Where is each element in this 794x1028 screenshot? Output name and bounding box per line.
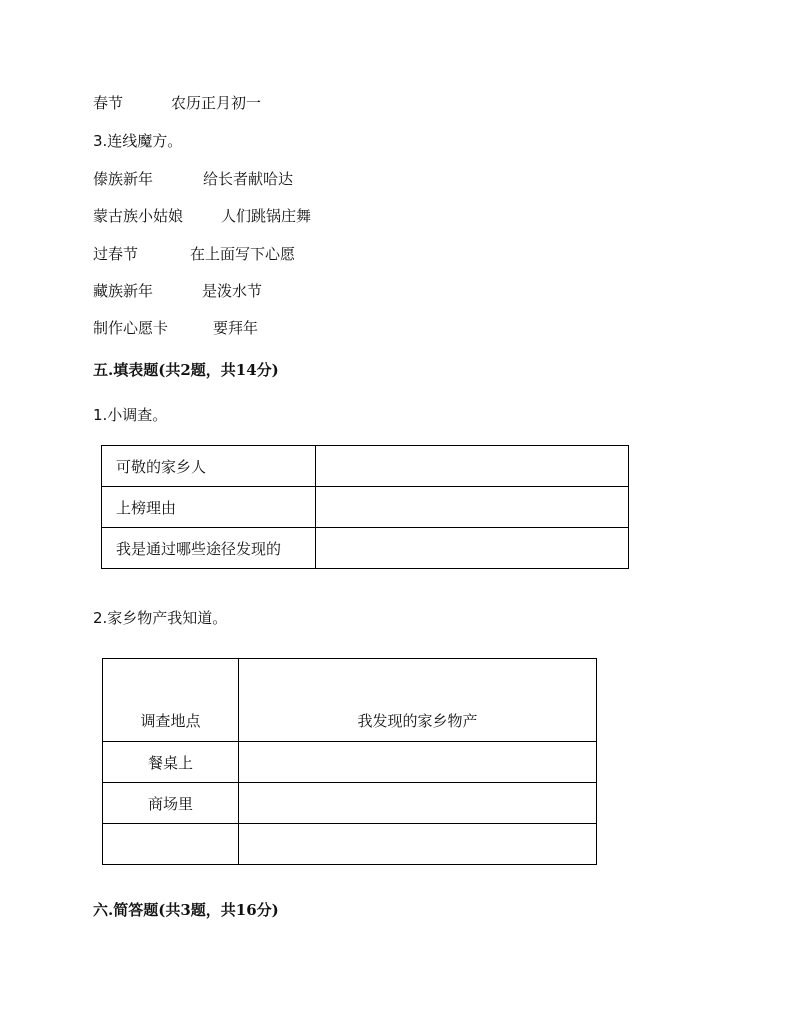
- match-left: 制作心愿卡: [93, 319, 169, 337]
- question-text: 3.连线魔方。: [93, 132, 183, 150]
- answer-cell[interactable]: [316, 446, 629, 487]
- match-right: 农历正月初一: [171, 94, 262, 112]
- match-right: 人们跳锅庄舞: [221, 207, 312, 225]
- table-row: [103, 783, 597, 824]
- section-5-heading: 五.填表题(共2题，共14分): [93, 361, 279, 379]
- match-left: 春节: [93, 94, 124, 112]
- match-right: 要拜年: [213, 319, 259, 337]
- answer-cell[interactable]: [239, 742, 597, 783]
- question-2-title: 2.家乡物产我知道。: [93, 609, 228, 627]
- row-label: 我是通过哪些途径发现的: [102, 528, 316, 569]
- location-cell: 餐桌上: [103, 742, 239, 783]
- table-header-row: [103, 659, 597, 742]
- table-row: [102, 528, 629, 569]
- row-label: 上榜理由: [102, 487, 316, 528]
- match-row-4: [93, 244, 296, 264]
- section-6-heading: 六.简答题(共3题，共16分): [93, 901, 279, 919]
- match-row-5: [93, 281, 263, 301]
- match-left: 蒙古族小姑娘: [93, 207, 184, 225]
- answer-cell[interactable]: [239, 824, 597, 865]
- answer-cell[interactable]: [316, 487, 629, 528]
- match-row-2: [93, 169, 294, 189]
- survey-table: [101, 445, 629, 569]
- match-right: 在上面写下心愿: [190, 245, 296, 263]
- table-row: [102, 487, 629, 528]
- location-cell[interactable]: [103, 824, 239, 865]
- match-row-3: [93, 206, 312, 226]
- match-row-1: [93, 93, 262, 113]
- answer-cell[interactable]: [239, 783, 597, 824]
- match-left: 傣族新年: [93, 170, 154, 188]
- products-table: [102, 658, 597, 865]
- table-row: [103, 824, 597, 865]
- match-left: 藏族新年: [93, 282, 154, 300]
- match-right: 给长者献哈达: [203, 170, 294, 188]
- table-row: [102, 446, 629, 487]
- row-label: 可敬的家乡人: [102, 446, 316, 487]
- header-location: 调查地点: [103, 659, 239, 742]
- table-row: [103, 742, 597, 783]
- header-products: 我发现的家乡物产: [239, 659, 597, 742]
- answer-cell[interactable]: [316, 528, 629, 569]
- match-right: 是泼水节: [202, 282, 263, 300]
- question-1-title: 1.小调查。: [93, 406, 168, 424]
- match-left: 过春节: [93, 245, 139, 263]
- match-row-6: [93, 318, 259, 338]
- location-cell: 商场里: [103, 783, 239, 824]
- question-3-title: [93, 131, 182, 151]
